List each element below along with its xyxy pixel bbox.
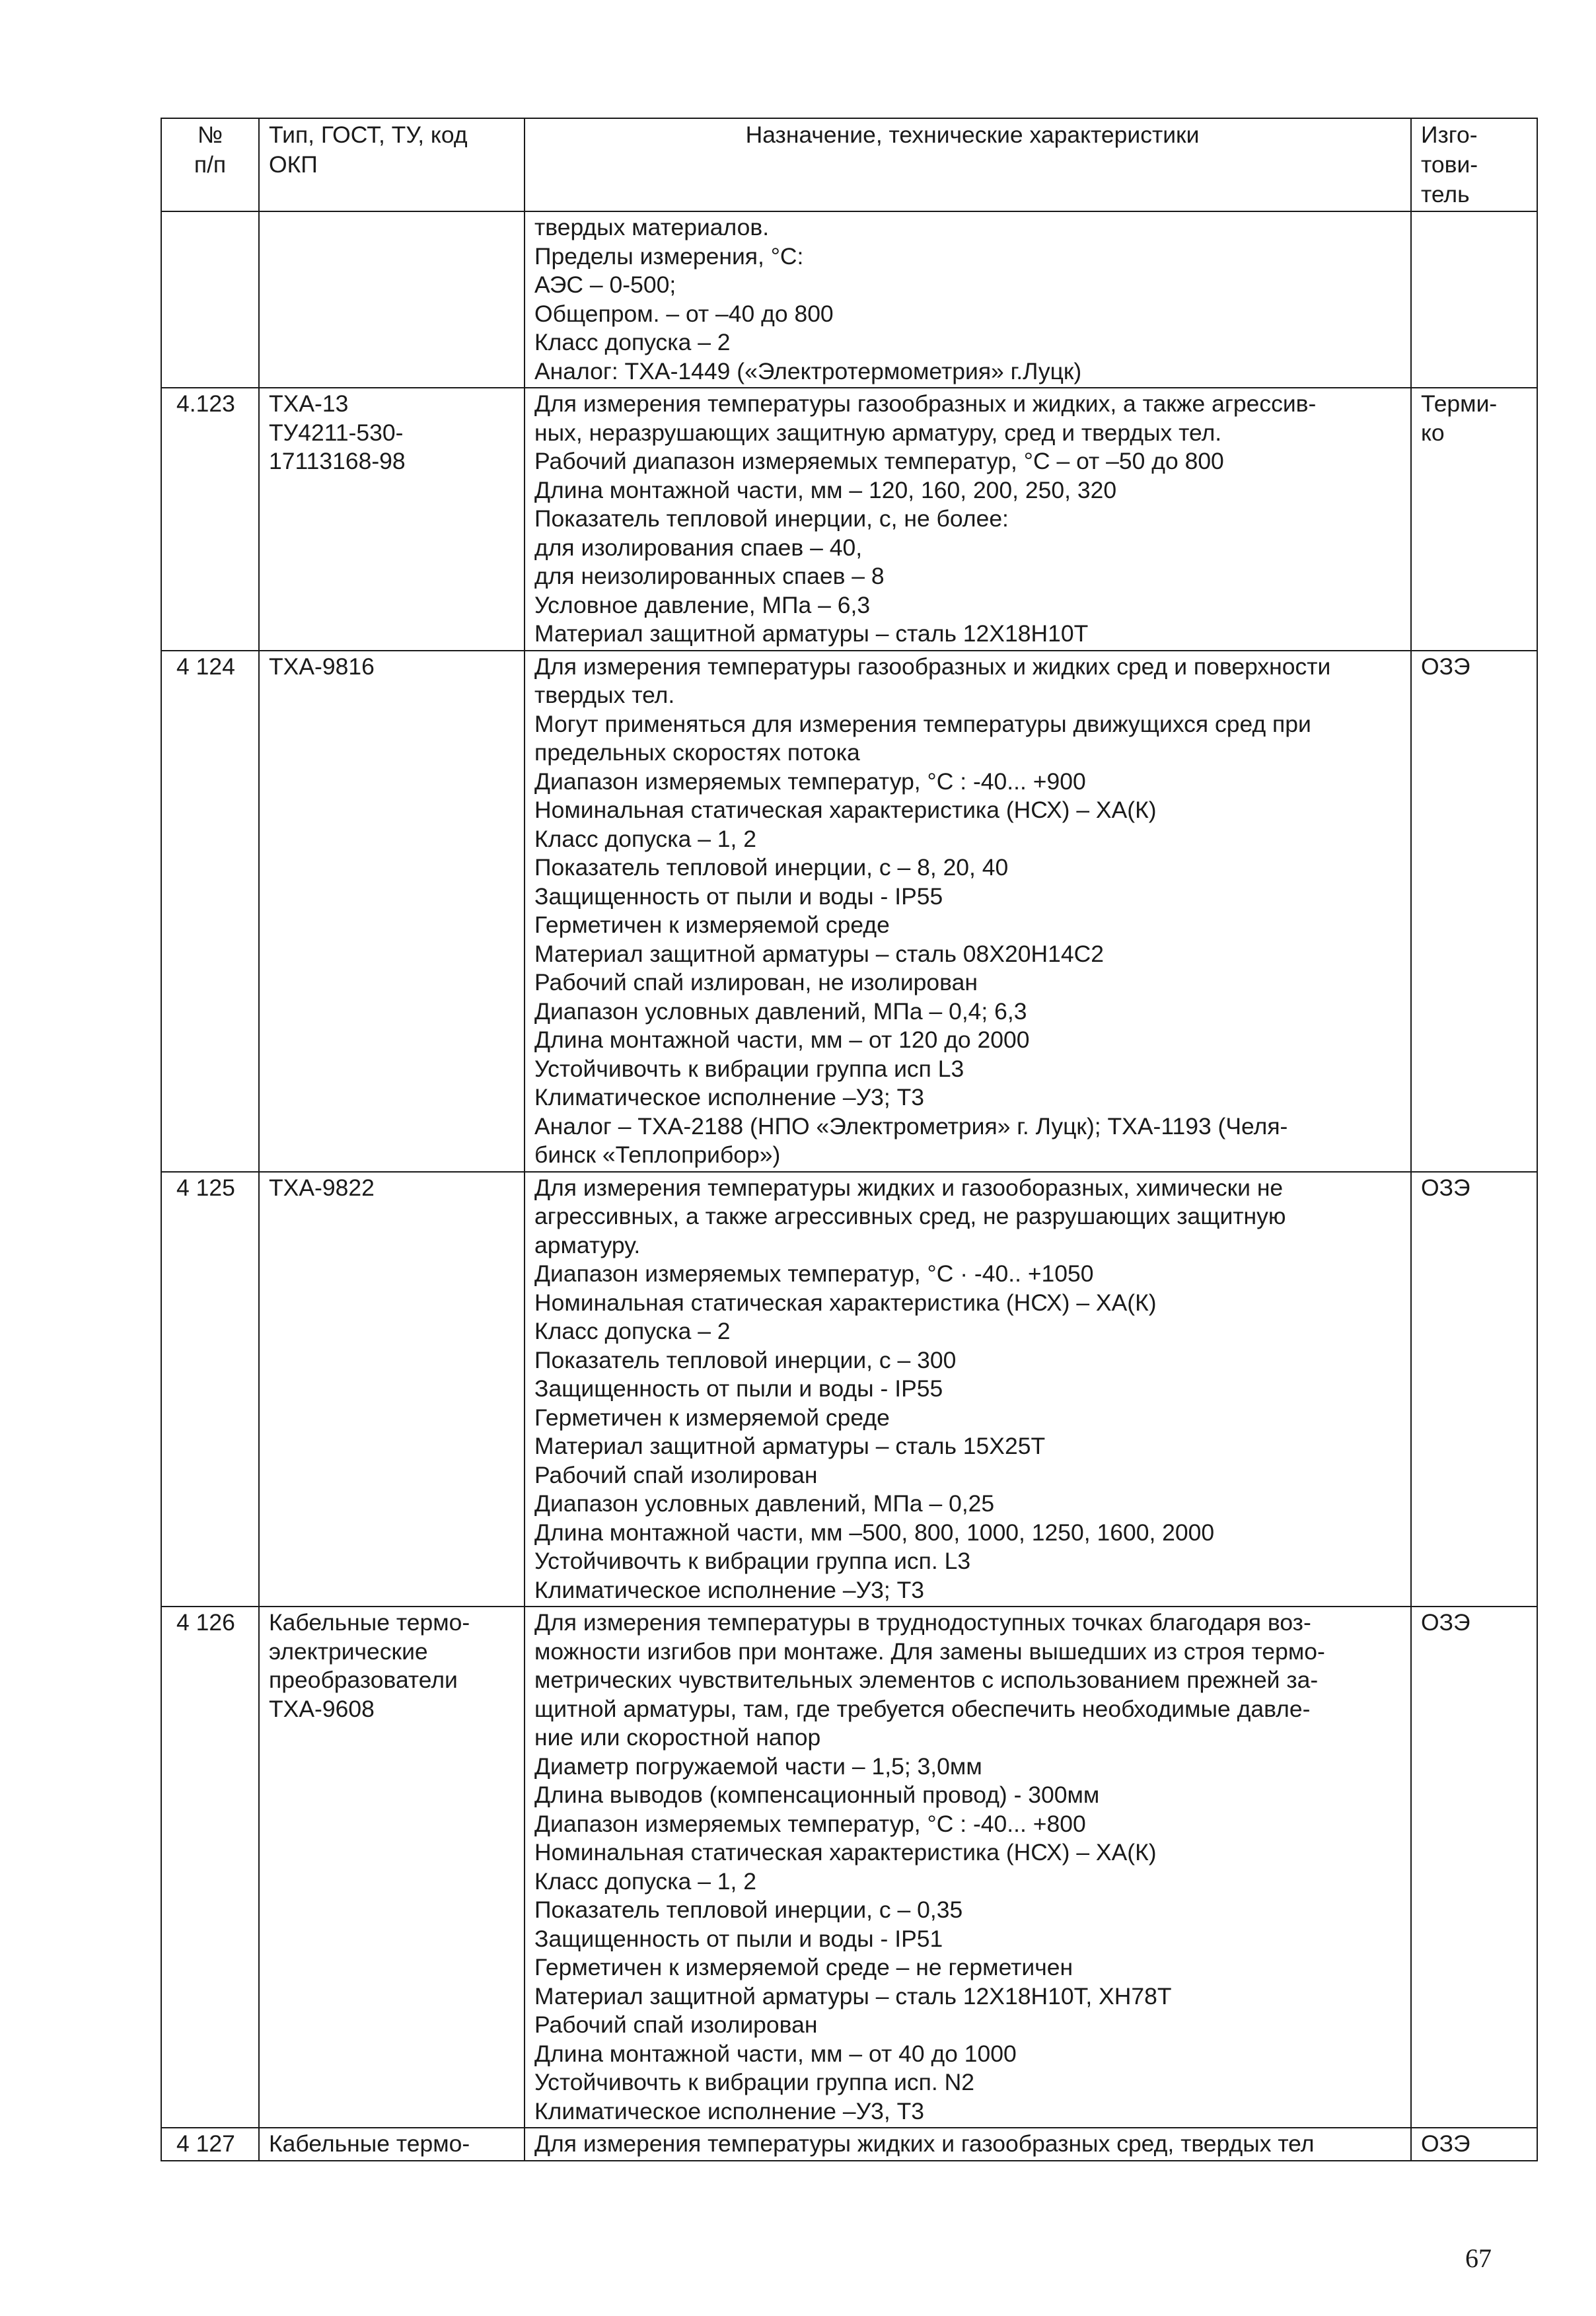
row-type xyxy=(259,211,525,388)
row-type-line: ТУ4211-530- xyxy=(269,419,404,446)
row-desc-line: Климатическое исполнение –У3; Т3 xyxy=(534,1576,925,1603)
row-desc-line: Диапазон измеряемых температур, °С : -40... +900 xyxy=(534,768,1086,795)
row-desc-line: Материал защитной арматуры – сталь 15Х25Т xyxy=(534,1433,1046,1459)
row-type-line: ТХА-13 xyxy=(269,390,349,417)
row-desc-line: Материал защитной арматуры – сталь 08Х20Н14С2 xyxy=(534,940,1104,967)
row-num-text: 4 127 xyxy=(176,2130,235,2157)
row-desc-line: для изолирования спаев – 40, xyxy=(534,534,863,561)
row-num-text: 4 126 xyxy=(176,1609,235,1636)
row-type xyxy=(259,2128,525,2161)
row-desc-line: Показатель тепловой инерции, с – 300 xyxy=(534,1346,957,1373)
row-desc-line: Диапазон измеряемых температур, °С : -40... +800 xyxy=(534,1810,1086,1837)
row-desc-line: Устойчивочть к вибрации группа исп. N2 xyxy=(534,2069,974,2095)
row-maker xyxy=(1411,1172,1537,1607)
header-num-line: № xyxy=(197,122,223,148)
row-desc-line: Климатическое исполнение –У3, Т3 xyxy=(534,2097,925,2124)
row-num xyxy=(161,211,259,388)
header-desc xyxy=(525,118,1411,211)
table-row xyxy=(161,1607,1537,2128)
row-maker xyxy=(1411,1607,1537,2128)
row-desc-line: Устойчивочть к вибрации группа исп. L3 xyxy=(534,1548,971,1574)
row-desc-line: Класс допуска – 2 xyxy=(534,329,731,355)
row-desc-line: Длина монтажной части, мм – 120, 160, 200, 250, 320 xyxy=(534,476,1117,503)
row-desc-line: Условное давление, МПа – 6,3 xyxy=(534,591,871,618)
row-type-line: ТХА-9608 xyxy=(269,1695,375,1722)
header-maker-line: тель xyxy=(1421,181,1470,207)
row-type-line: ТХА-9822 xyxy=(269,1174,375,1201)
row-desc-line: арматуру. xyxy=(534,1231,641,1258)
row-desc-line: Рабочий спай излирован, не изолирован xyxy=(534,969,978,995)
row-desc xyxy=(525,651,1411,1172)
row-maker xyxy=(1411,651,1537,1172)
table-row xyxy=(161,1172,1537,1607)
row-desc-line: Защищенность от пыли и воды - IP55 xyxy=(534,1375,943,1402)
row-desc-line: Для измерения температуры жидких и газооборазных, химически не xyxy=(534,1174,1284,1201)
row-maker xyxy=(1411,388,1537,651)
row-maker-line: ОЗЭ xyxy=(1421,1174,1470,1201)
table-row xyxy=(161,651,1537,1172)
row-type-line: ТХА-9816 xyxy=(269,653,375,680)
header-maker-line: тови- xyxy=(1421,151,1478,178)
row-desc-line: щитной арматуры, там, где требуется обеспечить необходимые давле- xyxy=(534,1695,1311,1722)
row-type xyxy=(259,651,525,1172)
row-num xyxy=(161,388,259,651)
row-desc-line: Для измерения температуры в труднодоступных точках благодаря воз- xyxy=(534,1609,1311,1636)
row-desc-line: Могут применяться для измерения температуры движущихся сред при xyxy=(534,710,1311,737)
row-desc-line: Длина выводов (компенсационный провод) - 300мм xyxy=(534,1782,1100,1808)
row-desc-line: для неизолированных спаев – 8 xyxy=(534,563,885,589)
row-desc-line: Показатель тепловой инерции, с, не более: xyxy=(534,505,1009,532)
row-desc-line: Герметичен к измеряемой среде – не герметичен xyxy=(534,1954,1073,1980)
row-desc-line: Рабочий диапазон измеряемых температур, °С – от –50 до 800 xyxy=(534,448,1224,474)
row-type xyxy=(259,1607,525,2128)
row-desc-line: Герметичен к измеряемой среде xyxy=(534,1404,890,1431)
row-maker xyxy=(1411,2128,1537,2161)
row-desc-line: Аналог: ТХА-1449 («Электротермометрия» г.Луцк) xyxy=(534,357,1082,384)
row-desc-line: Класс допуска – 1, 2 xyxy=(534,1867,757,1895)
row-desc-line: Для измерения температуры газообразных и жидких сред и поверхности xyxy=(534,653,1331,680)
row-num-text: 4.123 xyxy=(176,390,235,417)
row-desc-line: Длина монтажной части, мм – от 40 до 1000 xyxy=(534,2040,1017,2067)
row-desc-line: метрических чувствительных элементов с использованием прежней за- xyxy=(534,1667,1319,1693)
row-desc-line: Длина монтажной части, мм –500, 800, 1000, 1250, 1600, 2000 xyxy=(534,1519,1215,1546)
row-desc-line: Рабочий спай изолирован xyxy=(534,2011,818,2038)
row-desc-line: Герметичен к измеряемой среде xyxy=(534,912,890,938)
spec-table xyxy=(161,118,1538,2161)
row-num xyxy=(161,1172,259,1607)
row-type-line: 17113168-98 xyxy=(269,448,406,474)
row-desc xyxy=(525,388,1411,651)
header-num-line: п/п xyxy=(194,151,227,178)
row-desc-line: Общепром. – от –40 до 800 xyxy=(534,300,834,327)
row-desc xyxy=(525,2128,1411,2161)
row-desc-line: Номинальная статическая характеристика (НСХ) – ХА(К) xyxy=(534,1289,1157,1316)
table-row xyxy=(161,388,1537,651)
row-type-line: Кабельные термо- xyxy=(269,2130,470,2157)
row-desc-line: Защищенность от пыли и воды - IP51 xyxy=(534,1925,943,1952)
row-desc-line: твердых тел. xyxy=(534,682,675,708)
row-maker-line: ОЗЭ xyxy=(1421,653,1470,680)
header-type xyxy=(259,118,525,211)
row-desc-line: Диапазон условных давлений, МПа – 0,25 xyxy=(534,1490,995,1517)
row-type xyxy=(259,388,525,651)
row-desc-line: ных, неразрушающих защитную арматуру, сред и твердых тел. xyxy=(534,419,1222,446)
row-desc-line: твердых материалов. xyxy=(534,214,770,240)
row-num xyxy=(161,651,259,1172)
row-num xyxy=(161,1607,259,2128)
header-maker-line: Изго- xyxy=(1421,122,1478,148)
row-desc-line: Номинальная статическая характеристика (НСХ) – ХА(К) xyxy=(534,1839,1157,1865)
row-desc xyxy=(525,211,1411,388)
header-type-line: Тип, ГОСТ, ТУ, код xyxy=(269,122,468,148)
row-maker-line: Терми- xyxy=(1421,390,1498,417)
row-num-text: 4 124 xyxy=(176,653,235,680)
row-desc xyxy=(525,1607,1411,2128)
row-desc xyxy=(525,1172,1411,1607)
row-num-text: 4 125 xyxy=(176,1174,235,1201)
table-row xyxy=(161,2128,1537,2161)
row-desc-line: Диапазон условных давлений, МПа – 0,4; 6,3 xyxy=(534,997,1027,1025)
row-desc-line: Пределы измерения, °С: xyxy=(534,242,804,270)
row-desc-line: Климатическое исполнение –У3; Т3 xyxy=(534,1084,925,1110)
header-maker xyxy=(1411,118,1537,211)
header-num xyxy=(161,118,259,211)
row-desc-line: Защищенность от пыли и воды - IP55 xyxy=(534,883,943,910)
row-desc-line: АЭС – 0-500; xyxy=(534,271,676,298)
row-desc-line: агрессивных, а также агрессивных сред, не разрушающих защитную xyxy=(534,1203,1286,1229)
row-maker xyxy=(1411,211,1537,388)
row-desc-line: Показатель тепловой инерции, с – 0,35 xyxy=(534,1897,963,1923)
row-desc-line: Материал защитной арматуры – сталь 12Х18Н10Т, ХН78Т xyxy=(534,1982,1172,2009)
row-desc-line: Аналог – ТХА-2188 (НПО «Электрометрия» г. Луцк); ТХА-1193 (Челя- xyxy=(534,1112,1288,1140)
header-type-line: ОКП xyxy=(269,151,318,178)
row-desc-line: ние или скоростной напор xyxy=(534,1724,821,1751)
row-desc-line: Диаметр погружаемой части – 1,5; 3,0мм xyxy=(534,1753,982,1780)
page-number: 67 xyxy=(1465,2243,1492,2273)
row-num xyxy=(161,2128,259,2161)
row-desc-line: предельных скоростях потока xyxy=(534,739,860,766)
row-desc-line: Устойчивочть к вибрации группа исп L3 xyxy=(534,1055,964,1082)
row-type-line: электрические xyxy=(269,1638,428,1665)
row-desc-line: бинск «Теплоприбор») xyxy=(534,1141,781,1168)
row-type-line: преобразователи xyxy=(269,1667,458,1693)
row-desc-line: Длина монтажной части, мм – от 120 до 2000 xyxy=(534,1027,1030,1053)
table-row xyxy=(161,211,1537,388)
row-desc-line: Материал защитной арматуры – сталь 12Х18Н10Т xyxy=(534,620,1089,647)
row-desc-line: Для измерения температуры газообразных и жидких, а также агрессив- xyxy=(534,390,1317,417)
header-desc-line: Назначение, технические характеристики xyxy=(745,122,1200,148)
row-maker-line: ОЗЭ xyxy=(1421,2130,1470,2157)
row-desc-line: можности изгибов при монтаже. Для замены вышедших из строя термо- xyxy=(534,1638,1325,1665)
row-type-line: Кабельные термо- xyxy=(269,1609,470,1636)
row-maker-line: ко xyxy=(1421,419,1445,446)
row-desc-line: Диапазон измеряемых температур, °С · -40.. +1050 xyxy=(534,1260,1094,1287)
row-maker-line: ОЗЭ xyxy=(1421,1609,1470,1636)
row-desc-line: Рабочий спай изолирован xyxy=(534,1461,818,1488)
row-desc-line: Класс допуска – 1, 2 xyxy=(534,825,757,852)
row-desc-line: Класс допуска – 2 xyxy=(534,1318,731,1344)
table-header-row xyxy=(161,118,1537,211)
row-desc-line: Показатель тепловой инерции, с – 8, 20, 40 xyxy=(534,854,1009,881)
row-desc-line: Номинальная статическая характеристика (НСХ) – ХА(К) xyxy=(534,797,1157,823)
row-desc-line: Для измерения температуры жидких и газообразных сред, твердых тел xyxy=(534,2130,1315,2157)
row-type xyxy=(259,1172,525,1607)
